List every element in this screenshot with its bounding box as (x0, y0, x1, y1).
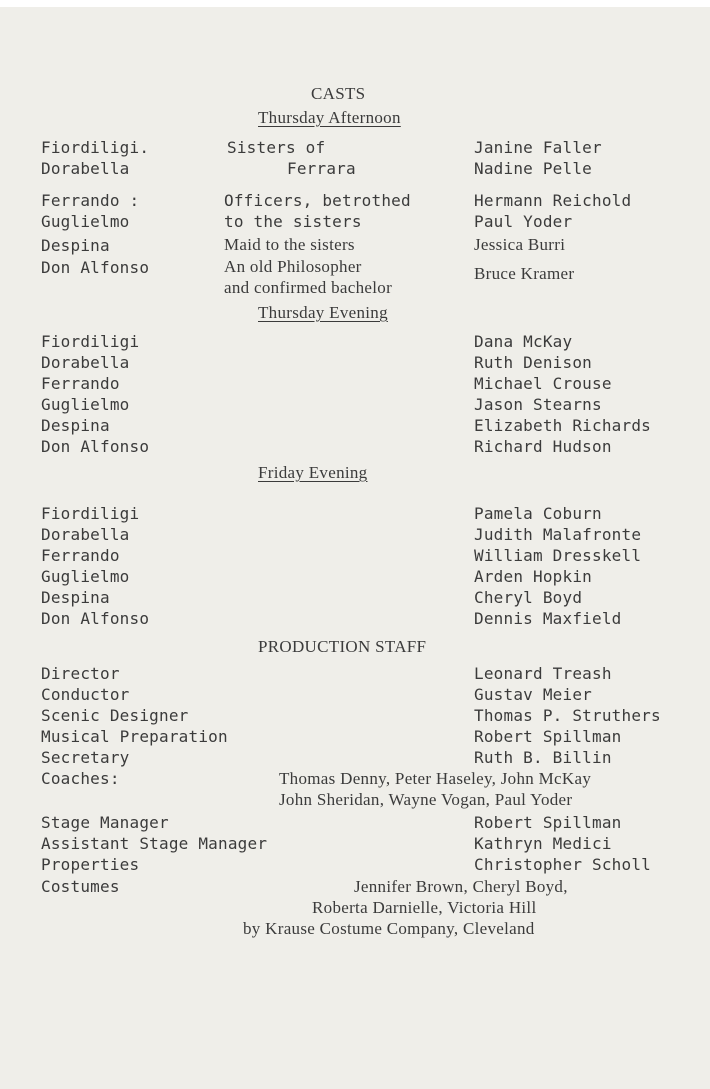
fe-singer: William Dresskell (474, 546, 642, 565)
ta-desc-sisters-2: Ferrara (287, 159, 356, 178)
fe-singer: Dennis Maxfield (474, 609, 622, 628)
te-singer: Jason Stearns (474, 395, 602, 414)
ta-singer-janine: Janine Faller (474, 138, 602, 157)
staff-role: Scenic Designer (41, 706, 189, 725)
staff-role: Director (41, 664, 120, 683)
ta-singer-bruce: Bruce Kramer (474, 264, 575, 283)
ta-desc-officers-1: Officers, betrothed (224, 191, 411, 210)
ta-singer-hermann: Hermann Reichold (474, 191, 632, 210)
casts-heading: CASTS (311, 84, 366, 103)
fe-role: Despina (41, 588, 110, 607)
thursday-evening-heading: Thursday Evening (258, 303, 388, 322)
staff-name: Christopher Scholl (474, 855, 651, 874)
ta-singer-jessica: Jessica Burri (474, 235, 566, 254)
ta-role-don-alfonso: Don Alfonso (41, 258, 150, 277)
staff-coaches-label: Coaches: (41, 769, 120, 788)
staff-name: Robert Spillman (474, 813, 622, 832)
te-singer: Richard Hudson (474, 437, 612, 456)
fe-singer: Judith Malafronte (474, 525, 642, 544)
thursday-afternoon-heading: Thursday Afternoon (258, 108, 401, 127)
staff-coaches-line2: John Sheridan, Wayne Vogan, Paul Yoder (279, 790, 573, 809)
ta-role-despina: Despina (41, 236, 110, 255)
staff-role: Conductor (41, 685, 130, 704)
fe-role: Dorabella (41, 525, 130, 544)
staff-costumes-line3: by Krause Costume Company, Cleveland (243, 919, 535, 938)
te-role: Dorabella (41, 353, 130, 372)
staff-name: Thomas P. Struthers (474, 706, 661, 725)
ta-singer-nadine: Nadine Pelle (474, 159, 592, 178)
ta-singer-paul: Paul Yoder (474, 212, 573, 231)
staff-name: Robert Spillman (474, 727, 622, 746)
te-singer: Dana McKay (474, 332, 573, 351)
ta-desc-officers-2: to the sisters (224, 212, 362, 231)
staff-name: Ruth B. Billin (474, 748, 612, 767)
te-singer: Michael Crouse (474, 374, 612, 393)
te-role: Ferrando (41, 374, 120, 393)
staff-costumes-line2: Roberta Darnielle, Victoria Hill (312, 898, 537, 917)
page-top-edge (0, 0, 710, 7)
production-staff-heading: PRODUCTION STAFF (258, 637, 427, 656)
fe-role: Don Alfonso (41, 609, 150, 628)
te-role: Guglielmo (41, 395, 130, 414)
fe-role: Guglielmo (41, 567, 130, 586)
fe-singer: Cheryl Boyd (474, 588, 583, 607)
staff-costumes-label: Costumes (41, 877, 120, 896)
staff-name: Leonard Treash (474, 664, 612, 683)
ta-role-fiordiligi: Fiordiligi. (41, 138, 150, 157)
fe-singer: Arden Hopkin (474, 567, 592, 586)
fe-role: Ferrando (41, 546, 120, 565)
te-role: Don Alfonso (41, 437, 150, 456)
staff-name: Gustav Meier (474, 685, 592, 704)
staff-name: Kathryn Medici (474, 834, 612, 853)
ta-role-guglielmo: Guglielmo (41, 212, 130, 231)
ta-desc-philosopher-2: and confirmed bachelor (224, 278, 393, 297)
te-singer: Elizabeth Richards (474, 416, 651, 435)
te-role: Despina (41, 416, 110, 435)
friday-evening-heading: Friday Evening (258, 463, 368, 482)
te-singer: Ruth Denison (474, 353, 592, 372)
staff-role: Assistant Stage Manager (41, 834, 268, 853)
ta-desc-philosopher-1: An old Philosopher (224, 257, 362, 276)
staff-role: Properties (41, 855, 140, 874)
staff-role: Secretary (41, 748, 130, 767)
staff-role: Musical Preparation (41, 727, 228, 746)
staff-coaches-line1: Thomas Denny, Peter Haseley, John McKay (279, 769, 592, 788)
ta-role-dorabella: Dorabella (41, 159, 130, 178)
staff-role: Stage Manager (41, 813, 169, 832)
te-role: Fiordiligi (41, 332, 140, 351)
ta-desc-maid: Maid to the sisters (224, 235, 355, 254)
ta-desc-sisters-1: Sisters of (227, 138, 326, 157)
fe-role: Fiordiligi (41, 504, 140, 523)
fe-singer: Pamela Coburn (474, 504, 602, 523)
staff-costumes-line1: Jennifer Brown, Cheryl Boyd, (354, 877, 568, 896)
ta-role-ferrando: Ferrando : (41, 191, 140, 210)
